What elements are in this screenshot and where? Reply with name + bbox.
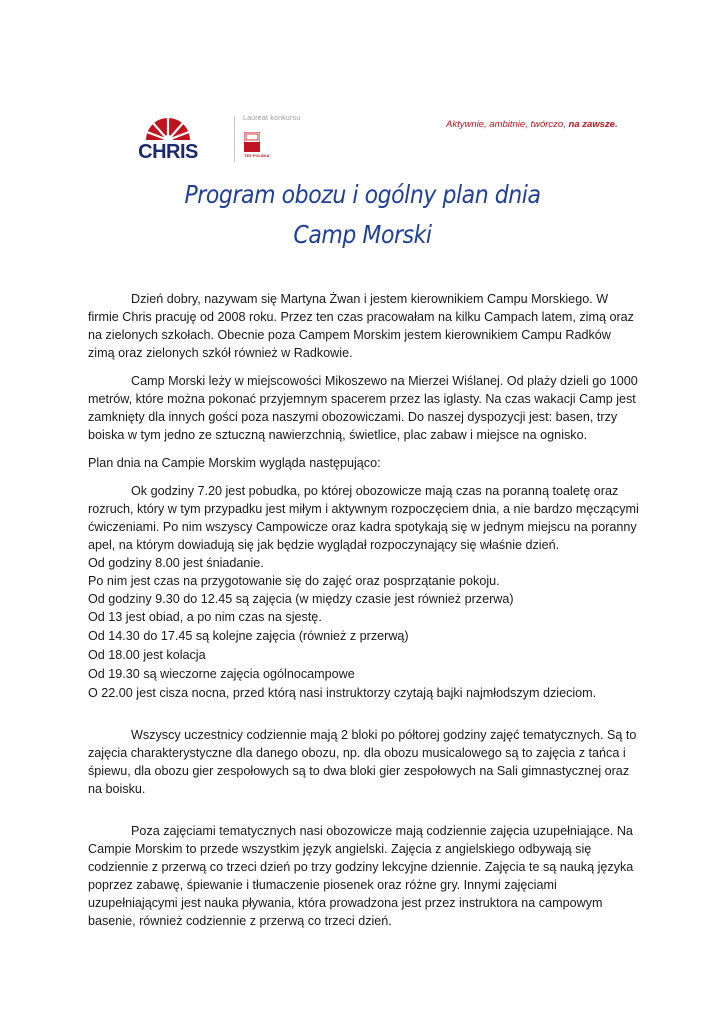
laureat-label: Laureat konkursu bbox=[243, 115, 301, 122]
slogan bbox=[446, 119, 618, 130]
document-body bbox=[88, 290, 640, 930]
paragraph-extra: Poza zajęciami tematycznych nasi obozowicze mają codziennie zajęcia uzupełniające. Na Campie Morskim to przede wszystkim język angielski. Zajęcia z angielskiego odbywają się codziennie z przerwą co trzeci dzień po trzy godziny lekcyjne dziennie. Zajęcia te są nauką języka poprzez zabawę, śpiewanie i tłumaczenie piosenek oraz różne gry. Innymi zajęciami uzupełniającymi jest nauka pływania, która prowadzona jest przez instruktora na campowym basenie, również codziennie z przerwą co trzeci dzień. bbox=[88, 824, 634, 928]
header-divider bbox=[234, 116, 235, 162]
brand-wordmark: CHRIS bbox=[138, 141, 198, 162]
document-title: Program obozu i ogólny plan dnia bbox=[184, 180, 541, 209]
letterhead bbox=[0, 0, 725, 170]
schedule-item: Po nim jest czas na przygotowanie się do zajęć oraz posprzątanie pokoju. bbox=[88, 574, 500, 588]
schedule-item: Od 13 jest obiad, a po nim czas na sjestę. bbox=[88, 610, 322, 624]
schedule-item: Od 14.30 do 17.45 są kolejne zajęcia (również z przerwą) bbox=[88, 629, 409, 643]
paragraph-intro: Dzień dobry, nazywam się Martyna Żwan i jestem kierownikiem Campu Morskiego. W firmie Chris pracuję od 2008 roku. Przez ten czas pracowałam na kilku Campach latem, zimą oraz na zielonych szkołach. Obecnie poza Campem Morskim jestem kierownikiem Campu Radków zimą oraz zielonych szkół również w Radkowie. bbox=[88, 292, 634, 360]
paragraph-thematic: Wszyscy uczestnicy codziennie mają 2 bloki po półtorej godziny zajęć tematycznych. Są to zajęcia charakterystyczne dla danego obozu, np. dla obozu musicalowego są to zajęcia z tańca i śpiewu, dla obozu gier zespołowych są to dwa bloki gier zespołowych na Sali gimnastycznej oraz na boisku. bbox=[88, 728, 637, 796]
chris-logo-icon bbox=[118, 114, 218, 162]
schedule-item: Od 18.00 jest kolacja bbox=[88, 648, 206, 662]
schedule-item: Od 19.30 są wieczorne zajęcia ogólnocampowe bbox=[88, 667, 355, 681]
paragraph-morning: Ok godziny 7.20 jest pobudka, po której obozowicze mają czas na poranną toaletę oraz rozruch, który w tym przypadku jest miłym i aktywnym rozpoczęciem dnia, a nie bardzo męczącymi ćwiczeniami. Po nim wszyscy Campowicze oraz kadra spotykają się w jednym miejscu na poranny apel, na którym dowiadują się jak będzie wyglądał rozpoczynający się właśnie dzień. bbox=[88, 484, 639, 552]
paragraph-location: Camp Morski leży w miejscowości Mikoszewo na Mierzei Wiślanej. Od plaży dzieli go 1000 metrów, które można pokonać przyjemnym spacerem przez las iglasty. Na czas wakacji Camp jest zamknięty dla innych gości poza naszymi obozowiczami. Do naszej dyspozycji jest: basen, trzy boiska w tym jedno ze sztuczną nawierzchnią, świetlice, plac zabaw i miejsce na ognisko. bbox=[88, 374, 638, 442]
award-caption: TEZ POLSKA bbox=[244, 153, 270, 158]
slogan-text: Aktywnie, ambitnie, twórczo, bbox=[446, 119, 569, 130]
schedule-item: Od godziny 8.00 jest śniadanie. bbox=[88, 556, 264, 570]
daily-schedule bbox=[88, 554, 640, 702]
schedule-item: O 22.00 jest cisza nocna, przed którą nasi instruktorzy czytają bajki najmłodszym dzieciom. bbox=[88, 686, 597, 700]
slogan-emphasis: na zawsze. bbox=[568, 119, 618, 130]
schedule-item: Od godziny 9.30 do 12.45 są zajęcia (w między czasie jest również przerwa) bbox=[88, 592, 514, 606]
document-subtitle: Camp Morski bbox=[293, 220, 432, 249]
chris-logo bbox=[118, 114, 218, 162]
paragraph-plan-intro: Plan dnia na Campie Morskim wygląda następująco: bbox=[88, 456, 381, 470]
